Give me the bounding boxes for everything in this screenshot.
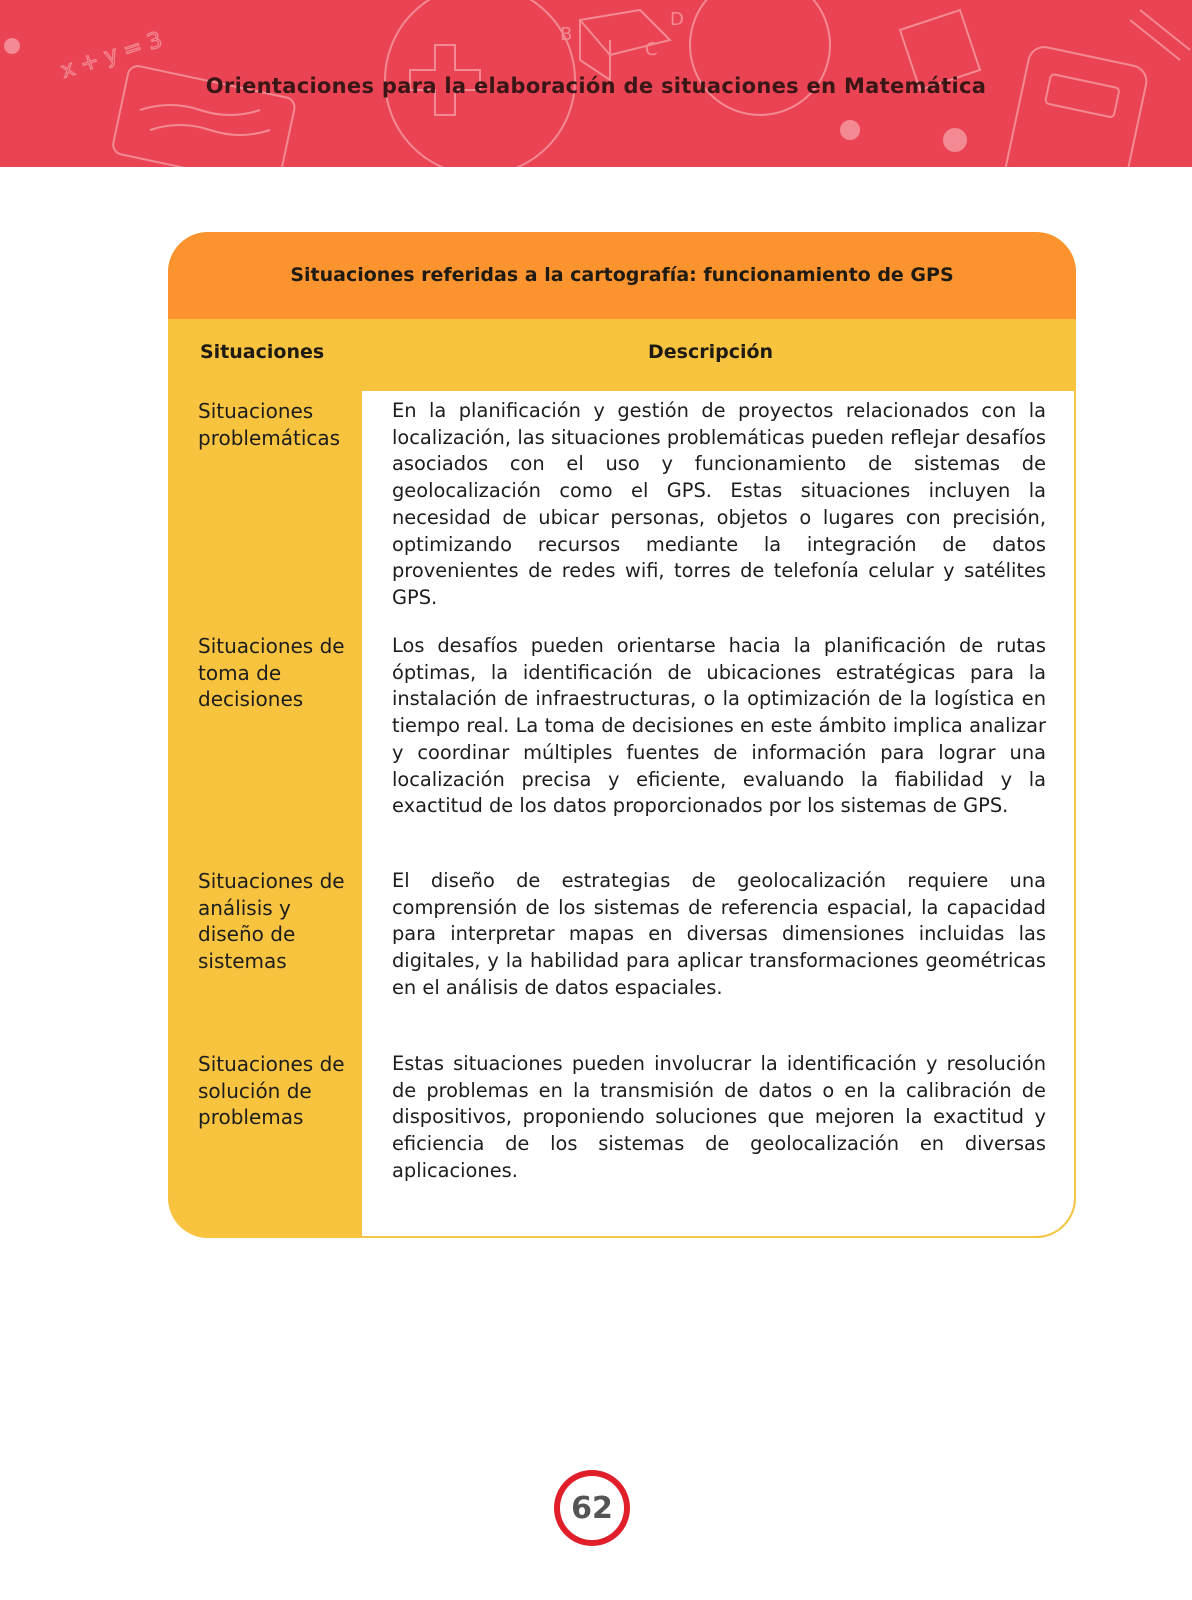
page-header-title: Orientaciones para la elaboración de situaciones en Matemática <box>205 74 987 98</box>
row-label-problematicas: Situaciones problemáticas <box>198 399 341 450</box>
svg-text:B: B <box>560 24 573 45</box>
row-description-toma-de-decisiones: Los desafíos pueden orientarse hacia la planificación de rutas óptimas, la identificación de ubicaciones estratégicas para la instalación de infraestructuras, o la optimización de la logística en tiempo real. La toma de decisiones en este ámbito implica analizar y coordinar múltiples fuentes de información para lograr una localización precisa y eficiente, evaluando la fiabilidad y la exactitud de los datos proporcionados por los sistemas de GPS. <box>392 634 1046 818</box>
row-description-problematicas: En la planificación y gestión de proyectos relacionados con la localización, las situaciones problemáticas pueden reflejar desafíos asociados con el uso y funcionamiento de sistemas de geolocalización como el GPS. Estas situaciones incluyen la necesidad de ubicar personas, objetos o lugares con precisión, optimizando recursos mediante la integración de datos provenientes de redes wifi, torres de telefonía celular y satélites GPS. <box>392 399 1046 609</box>
column-header-situaciones: Situaciones <box>200 341 325 363</box>
table-title-bar <box>168 232 1076 319</box>
page-number-circle <box>560 1476 624 1540</box>
svg-text:C: C <box>645 39 658 60</box>
table-column-header <box>168 319 1076 391</box>
page-number: 62 <box>571 1491 613 1526</box>
table-title: Situaciones referidas a la cartografía: funcionamiento de GPS <box>290 264 954 286</box>
svg-text:x + y = 3: x + y = 3 <box>57 27 166 84</box>
svg-text:D: D <box>670 9 684 30</box>
row-description-analisis-diseno: El diseño de estrategias de geolocalización requiere una comprensión de los sistemas de referencia espacial, la capacidad para interpretar mapas en diversas dimensiones incluidas las digitales, y la habilidad para aplicar transformaciones geométricas en el análisis de datos espaciales. <box>392 869 1046 999</box>
page-number-badge <box>554 1470 630 1546</box>
row-label-analisis-diseno: Situaciones de análisis y diseño de sistemas <box>198 869 345 974</box>
row-description-solucion-problemas: Estas situaciones pueden involucrar la identificación y resolución de problemas en la transmisión de datos o en la calibración de dispositivos, proponiendo soluciones que mejoren la exactitud y eficiencia de los sistemas de geolocalización en diversas aplicaciones. <box>392 1052 1046 1182</box>
row-label-toma-de-decisiones: Situaciones de toma de decisiones <box>198 634 345 712</box>
header-band <box>0 0 1192 167</box>
situations-table <box>168 232 1076 1238</box>
row-label-solucion-problemas: Situaciones de solución de problemas <box>198 1052 345 1130</box>
column-header-descripcion: Descripción <box>648 341 774 363</box>
